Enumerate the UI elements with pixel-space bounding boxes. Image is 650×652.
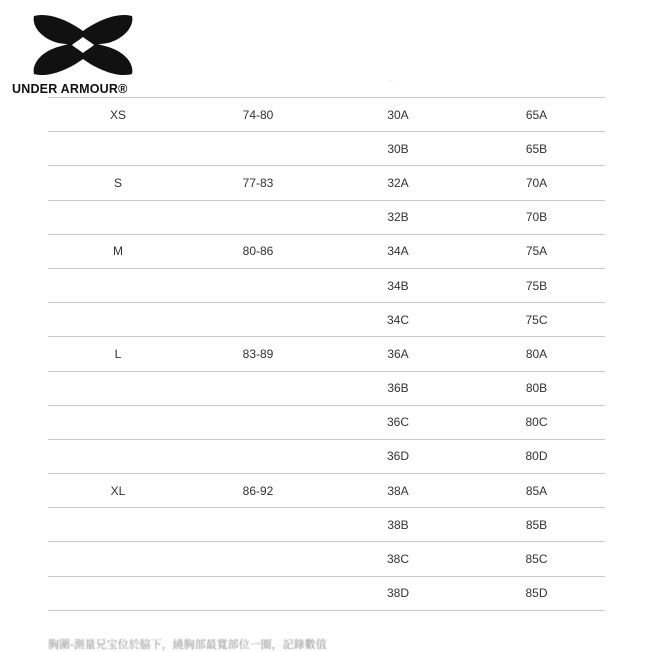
eu-size-cell: 70B	[468, 200, 605, 234]
table-row	[48, 166, 605, 200]
size-chart-body	[48, 98, 605, 611]
size-cell	[48, 542, 188, 576]
eu-size-cell: 80B	[468, 371, 605, 405]
table-row	[48, 337, 605, 371]
cup-size-cell: 34C	[328, 303, 468, 337]
table-row	[48, 439, 605, 473]
cup-size-cell: 34A	[328, 234, 468, 268]
table-row	[48, 542, 605, 576]
eu-size-cell: 65B	[468, 132, 605, 166]
eu-size-cell: 80C	[468, 405, 605, 439]
eu-size-cell: 85A	[468, 474, 605, 508]
underbust-cell	[188, 576, 328, 610]
eu-size-cell: 80D	[468, 439, 605, 473]
cup-size-cell: 34B	[328, 268, 468, 302]
cup-size-cell: 38D	[328, 576, 468, 610]
table-row	[48, 200, 605, 234]
size-cell: XL	[48, 474, 188, 508]
table-row	[48, 508, 605, 542]
table-row	[48, 303, 605, 337]
underbust-cell: 83-89	[188, 337, 328, 371]
table-row	[48, 474, 605, 508]
eu-size-cell: 85D	[468, 576, 605, 610]
table-row	[48, 132, 605, 166]
eu-size-cell: 70A	[468, 166, 605, 200]
measurement-note: 胸圍-測量兄宝位於脇下，繞胸部最寬部位一圈，記錄數值	[48, 639, 327, 651]
underbust-cell	[188, 371, 328, 405]
size-cell	[48, 439, 188, 473]
size-cell: L	[48, 337, 188, 371]
table-row	[48, 234, 605, 268]
size-cell	[48, 576, 188, 610]
under-armour-logo-icon	[28, 14, 138, 76]
underbust-cell	[188, 405, 328, 439]
size-cell	[48, 132, 188, 166]
table-row	[48, 576, 605, 610]
underbust-cell	[188, 303, 328, 337]
underbust-cell	[188, 542, 328, 576]
size-cell	[48, 268, 188, 302]
size-cell	[48, 200, 188, 234]
cup-size-cell: 30B	[328, 132, 468, 166]
eu-size-cell: 80A	[468, 337, 605, 371]
header-mark: ··	[388, 76, 394, 85]
underbust-cell	[188, 132, 328, 166]
cup-size-cell: 38B	[328, 508, 468, 542]
cup-size-cell: 36B	[328, 371, 468, 405]
size-cell	[48, 303, 188, 337]
cup-size-cell: 36A	[328, 337, 468, 371]
eu-size-cell: 85B	[468, 508, 605, 542]
underbust-cell: 77-83	[188, 166, 328, 200]
size-cell	[48, 508, 188, 542]
eu-size-cell: 85C	[468, 542, 605, 576]
brand-logo	[10, 14, 160, 96]
underbust-cell: 86-92	[188, 474, 328, 508]
cup-size-cell: 30A	[328, 98, 468, 132]
size-cell: S	[48, 166, 188, 200]
cup-size-cell: 38A	[328, 474, 468, 508]
underbust-cell: 80-86	[188, 234, 328, 268]
size-chart-table	[48, 97, 605, 611]
eu-size-cell: 75A	[468, 234, 605, 268]
size-cell	[48, 405, 188, 439]
size-cell: XS	[48, 98, 188, 132]
size-cell: M	[48, 234, 188, 268]
brand-name: UNDER ARMOUR®	[12, 82, 128, 96]
eu-size-cell: 75C	[468, 303, 605, 337]
cup-size-cell: 36C	[328, 405, 468, 439]
underbust-cell	[188, 439, 328, 473]
underbust-cell	[188, 508, 328, 542]
cup-size-cell: 38C	[328, 542, 468, 576]
table-row	[48, 405, 605, 439]
cup-size-cell: 32B	[328, 200, 468, 234]
underbust-cell	[188, 268, 328, 302]
eu-size-cell: 75B	[468, 268, 605, 302]
underbust-cell: 74-80	[188, 98, 328, 132]
underbust-cell	[188, 200, 328, 234]
table-row	[48, 268, 605, 302]
cup-size-cell: 32A	[328, 166, 468, 200]
table-row	[48, 98, 605, 132]
size-cell	[48, 371, 188, 405]
eu-size-cell: 65A	[468, 98, 605, 132]
table-row	[48, 371, 605, 405]
cup-size-cell: 36D	[328, 439, 468, 473]
